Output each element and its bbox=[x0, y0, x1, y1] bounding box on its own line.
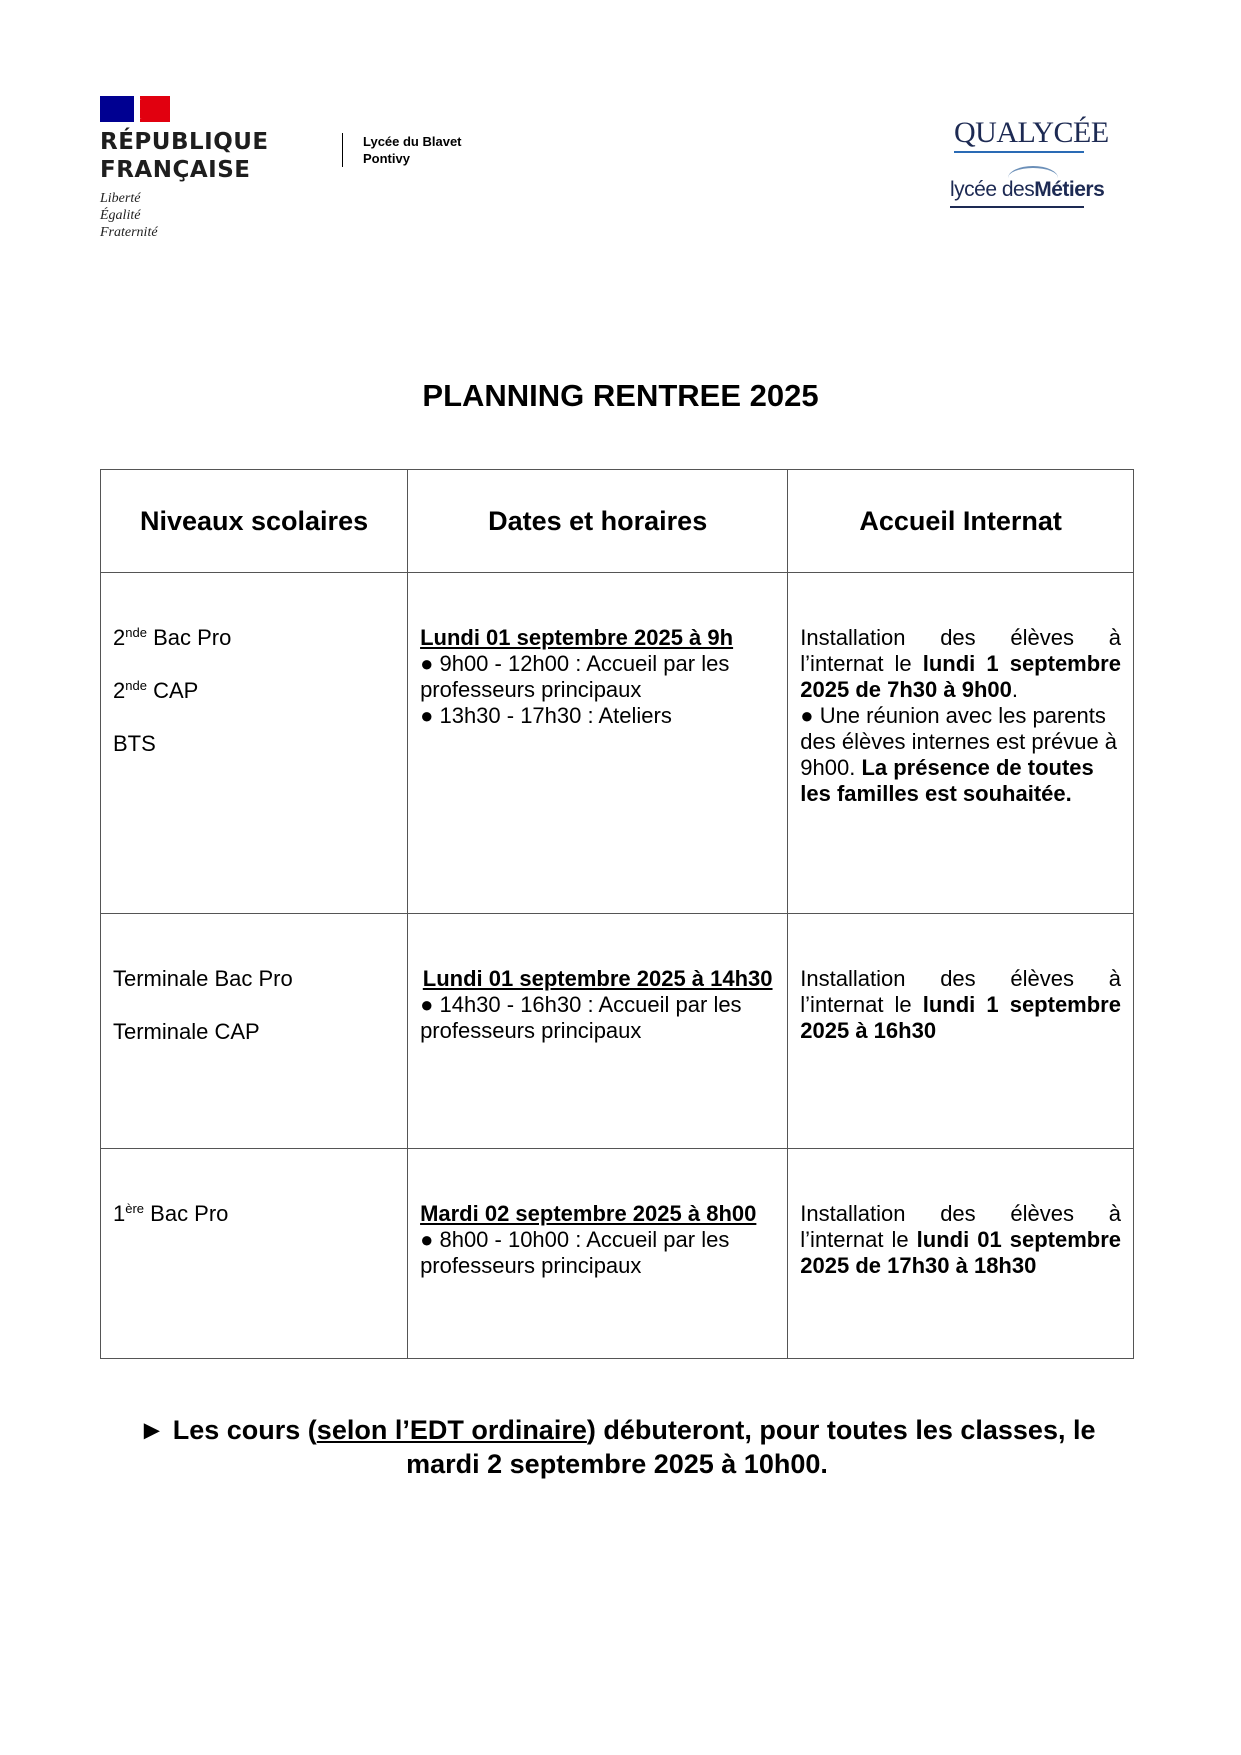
parents-meeting-note: ● Une réunion avec les parents des élèves internes est prévue à 9h00. La présence de toutes les familles est souhaitée. bbox=[800, 703, 1118, 806]
bullet-icon: ● bbox=[420, 1227, 440, 1252]
internat-text: Installation des élèves à l’internat le lundi 1 septembre 2025 de 7h30 à 9h00. bbox=[800, 625, 1121, 702]
metiers-underline bbox=[950, 206, 1084, 208]
dates-cell bbox=[408, 1149, 788, 1359]
lycee-des-metiers-logo bbox=[950, 178, 1104, 202]
table-row bbox=[101, 914, 1134, 1149]
date-title: Lundi 01 septembre 2025 à 14h30 bbox=[422, 966, 773, 991]
bullet-icon: ● bbox=[420, 651, 440, 676]
rf-title bbox=[100, 128, 290, 184]
internat-cell bbox=[788, 1149, 1134, 1359]
bullet-icon: ● bbox=[420, 992, 440, 1017]
table-row bbox=[101, 573, 1134, 914]
levels-cell bbox=[101, 1149, 408, 1359]
header-internat: Accueil Internat bbox=[788, 470, 1134, 573]
qualycee-logo: QUALYCÉE bbox=[954, 116, 1109, 149]
rf-motto bbox=[100, 190, 290, 241]
internat-cell bbox=[788, 914, 1134, 1149]
marianne-flag-icon bbox=[100, 96, 170, 122]
motto-egalite: Égalité bbox=[100, 208, 141, 223]
date-title: Mardi 02 septembre 2025 à 8h00 bbox=[420, 1201, 757, 1226]
dates-cell bbox=[408, 573, 788, 914]
schedule-bullet: ● 9h00 - 12h00 : Accueil par les professeurs principaux bbox=[420, 651, 730, 702]
levels-cell bbox=[101, 914, 408, 1149]
school-city: Pontivy bbox=[363, 151, 410, 166]
metiers-logo-part1: lycée des bbox=[950, 178, 1035, 201]
bullet-icon: ● bbox=[420, 703, 440, 728]
planning-table bbox=[100, 469, 1134, 1359]
school-name: Lycée du Blavet bbox=[363, 134, 462, 149]
table-row bbox=[101, 1149, 1134, 1359]
page-title: PLANNING RENTREE 2025 bbox=[422, 378, 819, 413]
school-identity bbox=[342, 133, 462, 167]
internat-text: Installation des élèves à l’internat le lundi 1 septembre 2025 à 16h30 bbox=[800, 966, 1121, 1043]
header-dates: Dates et horaires bbox=[408, 470, 788, 573]
schedule-bullet: ● 8h00 - 10h00 : Accueil par les professeurs principaux bbox=[420, 1227, 730, 1278]
levels-cell bbox=[101, 573, 408, 914]
table-header-row bbox=[101, 470, 1134, 573]
metiers-arc-icon bbox=[1008, 166, 1058, 190]
rf-title-line2: FRANÇAISE bbox=[100, 157, 251, 183]
arrow-icon: ► bbox=[138, 1415, 166, 1445]
level-item: Terminale Bac Pro bbox=[113, 966, 293, 991]
classes-start-note: ► Les cours (selon l’EDT ordinaire) débuteront, pour toutes les classes, le mardi 2 septembre 2025 à 10h00. bbox=[138, 1415, 1096, 1479]
level-item: 2nde Bac Pro bbox=[113, 625, 232, 650]
internat-cell bbox=[788, 573, 1134, 914]
motto-fraternite: Fraternité bbox=[100, 225, 158, 240]
level-item: Terminale CAP bbox=[113, 1019, 260, 1044]
schedule-bullet: ● 14h30 - 16h30 : Accueil par les professeurs principaux bbox=[420, 992, 742, 1043]
internat-text: Installation des élèves à l’internat le lundi 01 septembre 2025 de 17h30 à 18h30 bbox=[800, 1201, 1121, 1278]
republique-francaise-logo bbox=[100, 96, 290, 241]
dates-cell bbox=[408, 914, 788, 1149]
rf-title-line1: RÉPUBLIQUE bbox=[100, 129, 269, 155]
header-niveaux: Niveaux scolaires bbox=[101, 470, 408, 573]
level-item: 1ère Bac Pro bbox=[113, 1201, 229, 1226]
level-item: 2nde CAP bbox=[113, 678, 199, 703]
bullet-icon: ● bbox=[800, 703, 820, 728]
edt-ordinaire-text: selon l’EDT ordinaire bbox=[316, 1415, 587, 1445]
metiers-logo-part2: Métiers bbox=[1034, 178, 1105, 201]
motto-liberte: Liberté bbox=[100, 191, 141, 206]
qualycee-underline bbox=[954, 151, 1084, 153]
date-title: Lundi 01 septembre 2025 à 9h bbox=[420, 625, 734, 650]
schedule-bullet: ● 13h30 - 17h30 : Ateliers bbox=[420, 703, 672, 728]
level-item: BTS bbox=[113, 731, 156, 756]
